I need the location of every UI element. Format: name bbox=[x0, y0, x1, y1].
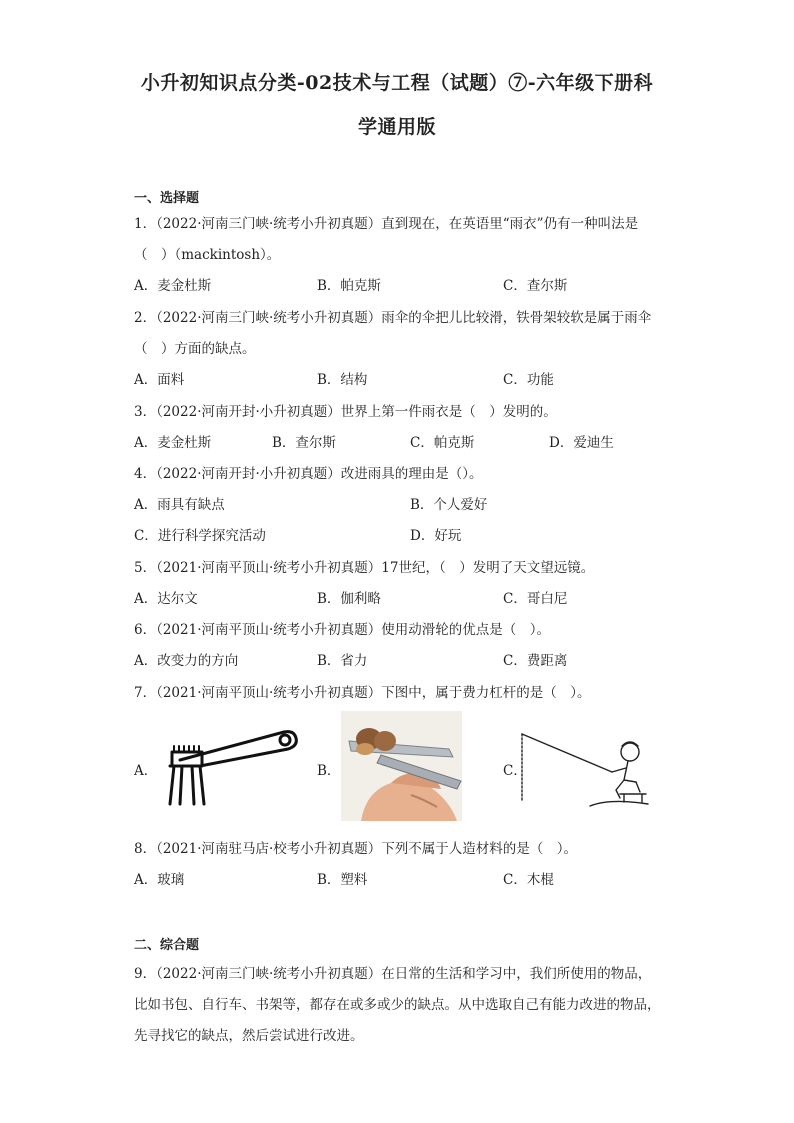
q1-option-c: C．查尔斯 bbox=[503, 278, 568, 294]
q2-option-b: B．结构 bbox=[317, 372, 368, 388]
question-9-text-cont1: 比如书包、自行车、书架等，都存在或多或少的缺点。从中选取自己有能力改进的物品， bbox=[134, 997, 661, 1013]
q4-option-c: C．进行科学探究活动 bbox=[134, 528, 266, 544]
section-heading-choice: 一、选择题 bbox=[134, 191, 200, 206]
q7-label-c: C． bbox=[503, 763, 527, 779]
q1-option-a: A．麦金杜斯 bbox=[134, 278, 212, 294]
page-title-line1: 小升初知识点分类-02技术与工程（试题）⑦-六年级下册科 bbox=[140, 72, 654, 94]
q3-option-b: B．查尔斯 bbox=[272, 435, 336, 451]
q3-option-c: C．帕克斯 bbox=[410, 435, 475, 451]
q4-option-d: D．好玩 bbox=[410, 528, 462, 544]
question-1-text: 1．（2022·河南三门峡·统考小升初真题）直到现在，在英语里“雨衣”仍有一种叫法是 bbox=[134, 216, 639, 232]
q8-option-a: A．玻璃 bbox=[134, 872, 185, 888]
question-9-text: 9．（2022·河南三门峡·统考小升初真题）在日常的生活和学习中，我们所使用的物品， bbox=[134, 966, 652, 982]
q5-option-b: B．伽利略 bbox=[317, 591, 381, 607]
q3-option-d: D．爱迪生 bbox=[549, 435, 614, 451]
q8-option-c: C．木棍 bbox=[503, 872, 554, 888]
fishing-person-drawing bbox=[520, 730, 655, 810]
question-9-text-cont2: 先寻找它的缺点，然后尝试进行改进。 bbox=[134, 1028, 364, 1044]
q1-option-b: B．帕克斯 bbox=[317, 278, 381, 294]
question-1-text-cont: （ ）（mackintosh）。 bbox=[134, 247, 281, 263]
q4-option-a: A．雨具有缺点 bbox=[134, 497, 225, 513]
q4-option-b: B．个人爱好 bbox=[410, 497, 488, 513]
q6-option-c: C．费距离 bbox=[503, 653, 568, 669]
nutcracker-photo bbox=[341, 711, 462, 821]
page-title-line2: 学通用版 bbox=[357, 116, 436, 138]
q3-option-a: A．麦金杜斯 bbox=[134, 435, 212, 451]
q6-option-b: B．省力 bbox=[317, 653, 368, 669]
section-heading-comprehensive: 二、综合题 bbox=[134, 938, 200, 953]
question-2-text: 2．（2022·河南三门峡·统考小升初真题）雨伞的伞把儿比较滑，铁骨架较软是属于雨伞 bbox=[134, 310, 652, 326]
q5-option-c: C．哥白尼 bbox=[503, 591, 568, 607]
q7-label-a: A． bbox=[134, 763, 158, 779]
question-5-text: 5．（2021·河南平顶山·统考小升初真题）17世纪，（ ）发明了天文望远镜。 bbox=[134, 560, 595, 576]
question-6-text: 6．（2021·河南平顶山·统考小升初真题）使用动滑轮的优点是（ ）。 bbox=[134, 622, 551, 638]
q5-option-a: A．达尔文 bbox=[134, 591, 198, 607]
question-8-text: 8．（2021·河南驻马店·校考小升初真题）下列不属于人造材料的是（ ）。 bbox=[134, 841, 578, 857]
q2-option-a: A．面料 bbox=[134, 372, 185, 388]
question-2-text-cont: （ ）方面的缺点。 bbox=[134, 341, 256, 357]
q2-option-c: C．功能 bbox=[503, 372, 554, 388]
question-7-text: 7．（2021·河南平顶山·统考小升初真题）下图中，属于费力杠杆的是（ ）。 bbox=[134, 685, 591, 701]
lever-clamp-drawing bbox=[160, 722, 300, 808]
q7-label-b: B． bbox=[317, 763, 341, 779]
q6-option-a: A．改变力的方向 bbox=[134, 653, 239, 669]
q8-option-b: B．塑料 bbox=[317, 872, 368, 888]
question-4-text: 4．（2022·河南开封·小升初真题）改进雨具的理由是（）。 bbox=[134, 466, 483, 482]
question-3-text: 3．（2022·河南开封·小升初真题）世界上第一件雨衣是（ ）发明的。 bbox=[134, 404, 557, 420]
